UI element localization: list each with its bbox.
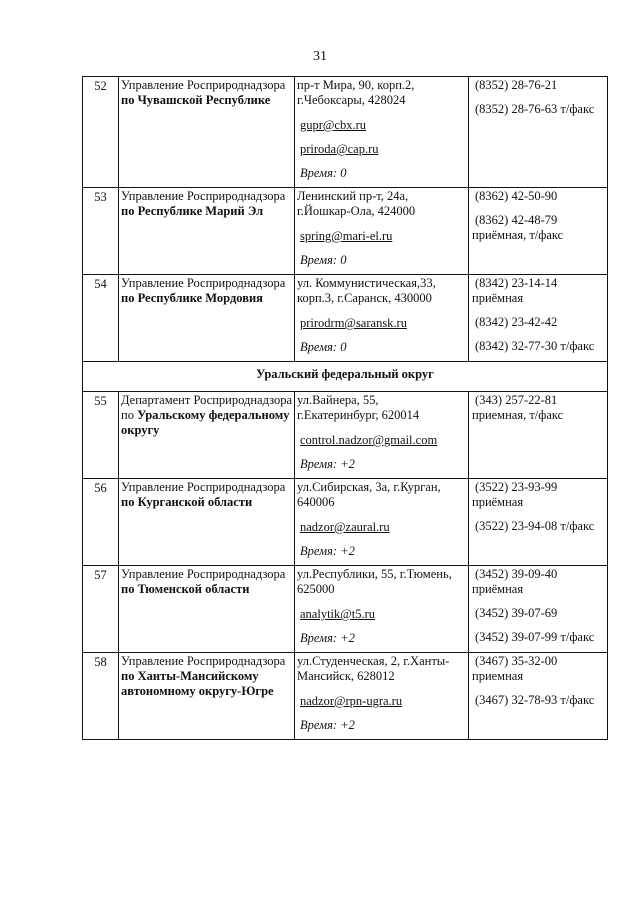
time-offset: Время: 0 bbox=[300, 166, 347, 180]
phone-cell bbox=[469, 188, 608, 275]
address-cell bbox=[295, 566, 469, 653]
address-line: ул.Сибирская, 3а, г.Курган, bbox=[297, 480, 441, 494]
table-row bbox=[83, 653, 608, 740]
phone-line: приёмная, т/факс bbox=[472, 228, 564, 242]
row-number: 52 bbox=[83, 77, 119, 188]
phone-line: приемная, т/факс bbox=[472, 408, 564, 422]
organization-cell bbox=[119, 392, 295, 479]
address-line: г.Йошкар-Ола, 424000 bbox=[297, 204, 416, 218]
organization-prefix: Управление Росприроднадзора bbox=[121, 276, 286, 290]
email-link[interactable]: priroda@cap.ru bbox=[300, 142, 379, 156]
table-row bbox=[83, 392, 608, 479]
page-number: 31 bbox=[313, 49, 327, 64]
address-cell bbox=[295, 188, 469, 275]
phone-line: приёмная bbox=[472, 495, 524, 509]
organization-cell bbox=[119, 188, 295, 275]
phone-line: (3467) 35-32-00 bbox=[475, 654, 558, 668]
address-cell bbox=[295, 479, 469, 566]
phone-line: (8352) 28-76-21 bbox=[475, 78, 558, 92]
address-line: ул.Студенческая, 2, г.Ханты- bbox=[297, 654, 450, 668]
phone-line: приёмная bbox=[472, 582, 524, 596]
address-line: Ленинский пр-т, 24а, bbox=[297, 189, 409, 203]
phone-cell bbox=[469, 392, 608, 479]
phone-line: (3467) 32-78-93 т/факс bbox=[475, 693, 595, 707]
section-header-row bbox=[83, 362, 608, 392]
address-line: ул. Коммунистическая,33, bbox=[297, 276, 436, 290]
phone-line: (3522) 23-94-08 т/факс bbox=[475, 519, 595, 533]
address-cell bbox=[295, 77, 469, 188]
address-line: 625000 bbox=[297, 582, 335, 596]
organization-prefix: Управление Росприроднадзора bbox=[121, 480, 286, 494]
organization-cell bbox=[119, 566, 295, 653]
organization-region: Уральскому федеральному округу bbox=[121, 408, 290, 437]
email-link[interactable]: gupr@cbx.ru bbox=[300, 118, 367, 132]
organization-prefix: Управление Росприроднадзора bbox=[121, 189, 286, 203]
organization-region: по Курганской области bbox=[121, 495, 253, 509]
phone-cell bbox=[469, 566, 608, 653]
organization-prefix: Департамент Росприроднадзора по bbox=[121, 393, 292, 422]
organization-region: по Тюменской области bbox=[121, 582, 250, 596]
address-line: г.Чебоксары, 428024 bbox=[297, 93, 406, 107]
time-offset: Время: +2 bbox=[300, 544, 355, 558]
row-number: 57 bbox=[83, 566, 119, 653]
address-line: ул.Вайнера, 55, bbox=[297, 393, 379, 407]
time-offset: Время: 0 bbox=[300, 340, 347, 354]
organization-cell bbox=[119, 77, 295, 188]
organization-prefix: Управление Росприроднадзора bbox=[121, 567, 286, 581]
row-number: 58 bbox=[83, 653, 119, 740]
address-cell bbox=[295, 275, 469, 362]
address-line: ул.Республики, 55, г.Тюмень, bbox=[297, 567, 452, 581]
organization-region: по Ханты-Мансийскому автономному округу-Югре bbox=[121, 669, 274, 698]
phone-line: (8362) 42-48-79 bbox=[475, 213, 558, 227]
organization-region: по Республике Марий Эл bbox=[121, 204, 264, 218]
email-link[interactable]: analytik@t5.ru bbox=[300, 607, 376, 621]
contacts-table bbox=[82, 76, 608, 740]
phone-line: (8342) 32-77-30 т/факс bbox=[475, 339, 595, 353]
phone-line: (8342) 23-14-14 bbox=[475, 276, 558, 290]
table-row bbox=[83, 566, 608, 653]
organization-cell bbox=[119, 653, 295, 740]
address-cell bbox=[295, 392, 469, 479]
table-body-before bbox=[83, 77, 608, 362]
row-number: 54 bbox=[83, 275, 119, 362]
phone-line: (3452) 39-09-40 bbox=[475, 567, 558, 581]
time-offset: Время: +2 bbox=[300, 457, 355, 471]
phone-line: (8362) 42-50-90 bbox=[475, 189, 558, 203]
table-row bbox=[83, 275, 608, 362]
address-cell bbox=[295, 653, 469, 740]
table-body-after bbox=[83, 392, 608, 740]
organization-region: по Чувашской Республике bbox=[121, 93, 271, 107]
phone-line: (3452) 39-07-69 bbox=[475, 606, 558, 620]
phone-cell bbox=[469, 653, 608, 740]
row-number: 53 bbox=[83, 188, 119, 275]
address-line: г.Екатеринбург, 620014 bbox=[297, 408, 420, 422]
address-line: 640006 bbox=[297, 495, 335, 509]
phone-line: (8342) 23-42-42 bbox=[475, 315, 558, 329]
phone-line: (3452) 39-07-99 т/факс bbox=[475, 630, 595, 644]
phone-line: (343) 257-22-81 bbox=[475, 393, 558, 407]
section-header-body bbox=[83, 362, 608, 392]
phone-cell bbox=[469, 77, 608, 188]
phone-cell bbox=[469, 275, 608, 362]
email-link[interactable]: spring@mari-el.ru bbox=[300, 229, 393, 243]
email-link[interactable]: nadzor@zaural.ru bbox=[300, 520, 390, 534]
organization-prefix: Управление Росприроднадзора bbox=[121, 654, 286, 668]
row-number: 55 bbox=[83, 392, 119, 479]
phone-line: приемная bbox=[472, 669, 524, 683]
email-link[interactable]: nadzor@rpn-ugra.ru bbox=[300, 694, 403, 708]
organization-prefix: Управление Росприроднадзора bbox=[121, 78, 286, 92]
organization-cell bbox=[119, 479, 295, 566]
address-line: Мансийск, 628012 bbox=[297, 669, 395, 683]
time-offset: Время: 0 bbox=[300, 253, 347, 267]
organization-region: по Республике Мордовия bbox=[121, 291, 263, 305]
email-link[interactable]: prirodrm@saransk.ru bbox=[300, 316, 407, 330]
organization-cell bbox=[119, 275, 295, 362]
time-offset: Время: +2 bbox=[300, 718, 355, 732]
row-number: 56 bbox=[83, 479, 119, 566]
phone-cell bbox=[469, 479, 608, 566]
phone-line: приёмная bbox=[472, 291, 524, 305]
table-row bbox=[83, 188, 608, 275]
phone-line: (8352) 28-76-63 т/факс bbox=[475, 102, 595, 116]
email-link[interactable]: control.nadzor@gmail.com bbox=[300, 433, 438, 447]
table-row bbox=[83, 77, 608, 188]
time-offset: Время: +2 bbox=[300, 631, 355, 645]
table-row bbox=[83, 479, 608, 566]
region-title: Уральский федеральный округ bbox=[83, 362, 608, 392]
address-line: пр-т Мира, 90, корп.2, bbox=[297, 78, 415, 92]
phone-line: (3522) 23-93-99 bbox=[475, 480, 558, 494]
address-line: корп.3, г.Саранск, 430000 bbox=[297, 291, 432, 305]
